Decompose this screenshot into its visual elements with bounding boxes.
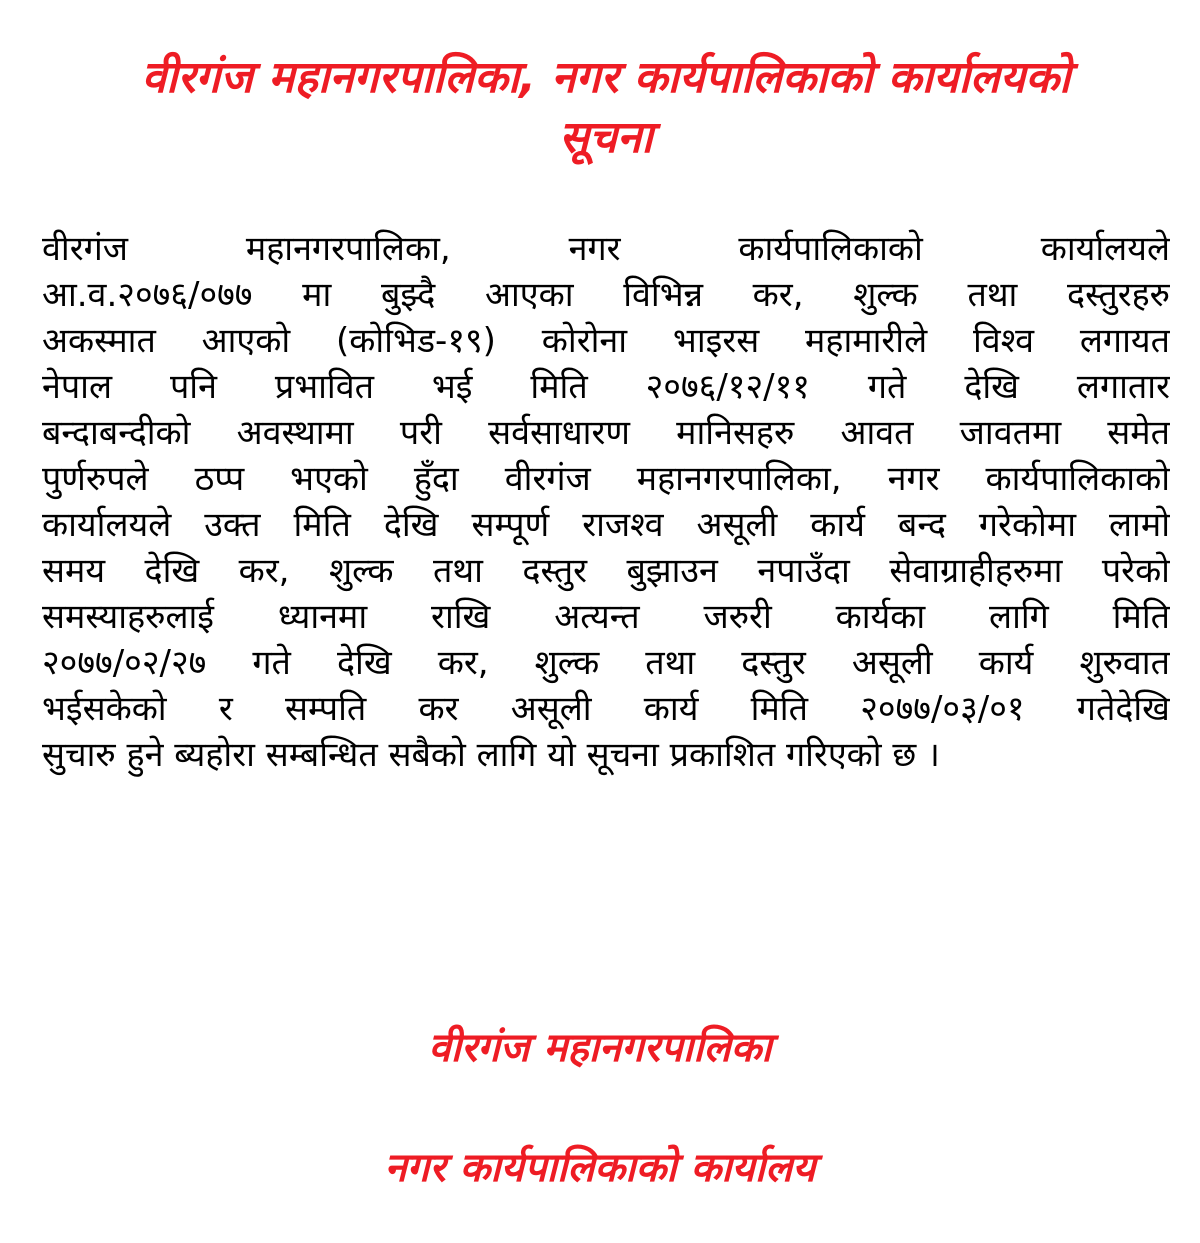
notice-body	[42, 226, 1170, 778]
notice-body-line: समय देखि कर, शुल्क तथा दस्तुर बुझाउन नपाउँदा सेवाग्राहीहरुमा परेको	[42, 551, 1170, 591]
notice-body-line: पुर्णरुपले ठप्प भएको हुँदा वीरगंज महानगरपालिका, नगर कार्यपालिकाको	[42, 459, 1170, 499]
notice-body-line: २०७७/०२/२७ गते देखि कर, शुल्क तथा दस्तुर असूली कार्य शुरुवात	[42, 643, 1170, 683]
notice-body-line: भईसकेको र सम्पति कर असूली कार्य मिति २०७७/०३/०१ गतेदेखि	[42, 689, 1170, 729]
notice-body-line: बन्दाबन्दीको अवस्थामा परी सर्वसाधारण मानिसहरु आवत जावतमा समेत	[42, 413, 1170, 453]
signature-municipality: वीरगंज महानगरपालिका	[428, 1025, 772, 1071]
signature-office: नगर कार्यपालिकाको कार्यालय	[384, 1145, 816, 1191]
notice-body-line: सुचारु हुने ब्यहोरा सम्बन्धित सबैको लागि यो सूचना प्रकाशित गरिएको छ ।	[42, 735, 940, 775]
notice-body-line: अकस्मात आएको (कोभिड-१९) कोरोना भाइरस महामारीले विश्व लगायत	[42, 321, 1170, 361]
notice-body-line: कार्यालयले उक्त मिति देखि सम्पूर्ण राजश्व असूली कार्य बन्द गरेकोमा लामो	[42, 505, 1170, 545]
notice-body-line: आ.व.२०७६/०७७ मा बुझ्दै आएका विभिन्न कर, शुल्क तथा दस्तुरहरु	[42, 275, 1170, 315]
notice-body-line: नेपाल पनि प्रभावित भई मिति २०७६/१२/११ गते देखि लगातार	[42, 367, 1170, 407]
notice-title-line-2: सूचना	[559, 112, 653, 163]
notice-body-line: वीरगंज महानगरपालिका, नगर कार्यपालिकाको कार्यालयले	[42, 229, 1170, 269]
notice-title-line-1: वीरगंज महानगरपालिका, नगर कार्यपालिकाको कार्यालयको	[141, 52, 1071, 103]
notice-body-line: समस्याहरुलाई ध्यानमा राखि अत्यन्त जरुरी कार्यका लागि मिति	[42, 597, 1170, 637]
notice-title	[42, 0, 1170, 168]
